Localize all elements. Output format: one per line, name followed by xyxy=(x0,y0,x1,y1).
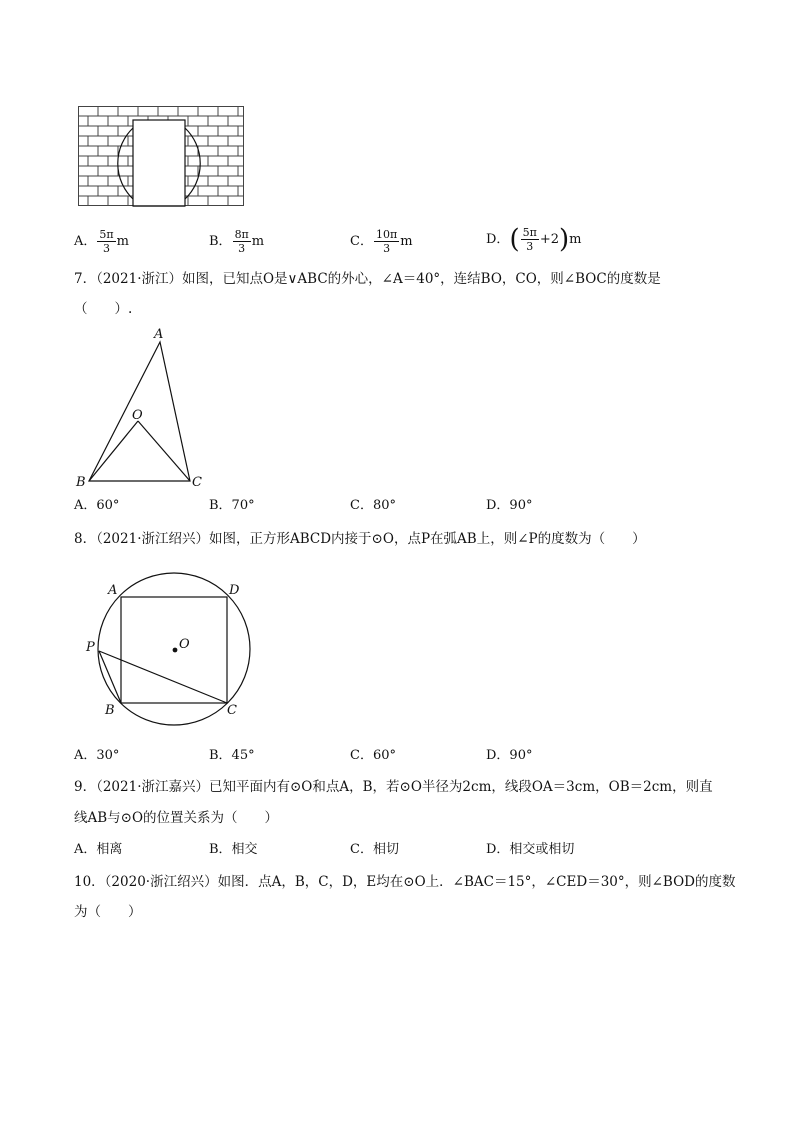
q7-stem-line1: 7．（2021·浙江）如图，已知点O是∨ABC的外心，∠A＝40°，连结BO，CO，则∠BOC的度数是 xyxy=(74,271,661,287)
q6-option-b: B． $\frac{8\pi}{3}$ m xyxy=(209,228,265,255)
q7-option-a: A．60° xyxy=(74,498,120,513)
q8-option-a: A．30° xyxy=(74,748,120,763)
q8-stem-line1: 8．（2021·浙江绍兴）如图，正方形ABCD内接于⊙O，点P在弧AB上，则∠P的度数为（ ） xyxy=(74,531,646,547)
q9-option-b: B．相交 xyxy=(209,842,258,857)
q7-label-o: O xyxy=(132,408,143,423)
q7-option-c: C．80° xyxy=(350,498,396,513)
q7-label-a: A xyxy=(154,327,164,342)
q7-label-b: B xyxy=(76,475,86,490)
square-inscribed-circle-figure xyxy=(82,577,257,722)
q6-option-d: D．( $\frac{5\pi}{3}$ +2)m xyxy=(486,224,582,255)
q8-label-o: O xyxy=(179,637,190,652)
q9-option-d: D．相交或相切 xyxy=(486,842,575,857)
triangle-circumcenter-figure xyxy=(70,325,220,490)
q8-option-d: D．90° xyxy=(486,748,533,763)
q8-option-c: C．60° xyxy=(350,748,396,763)
q8-option-b: B．45° xyxy=(209,748,255,763)
q10-stem-line1: 10．（2020·浙江绍兴）如图．点A，B，C，D，E均在⊙O上．∠BAC＝15°，∠CED＝30°，则∠BOD的度数 xyxy=(74,874,736,890)
q8-label-d: D xyxy=(229,583,240,598)
q7-label-c: C xyxy=(192,475,202,490)
q9-option-a: A．相离 xyxy=(74,842,123,857)
q7-option-b: B．70° xyxy=(209,498,255,513)
q8-label-c: C xyxy=(227,703,237,718)
q9-stem-line2: 线AB与⊙O的位置关系为（ ） xyxy=(74,810,279,826)
q7-stem-line2: （ ）. xyxy=(74,301,133,317)
brick-wall-arch-figure xyxy=(78,106,244,206)
q10-stem-line2: 为（ ） xyxy=(74,904,142,920)
q6-option-a: A． $\frac{5\pi}{3}$ m xyxy=(74,228,129,255)
q9-option-c: C．相切 xyxy=(350,842,399,857)
q6-option-c: C． $\frac{10\pi}{3}$ m xyxy=(350,228,413,255)
q8-label-p: P xyxy=(86,640,95,655)
q8-label-a: A xyxy=(108,583,118,598)
q8-label-b: B xyxy=(105,703,115,718)
q7-option-d: D．90° xyxy=(486,498,533,513)
q9-stem-line1: 9．（2021·浙江嘉兴）已知平面内有⊙O和点A，B，若⊙O半径为2cm，线段OA＝3cm，OB＝2cm，则直 xyxy=(74,779,713,795)
